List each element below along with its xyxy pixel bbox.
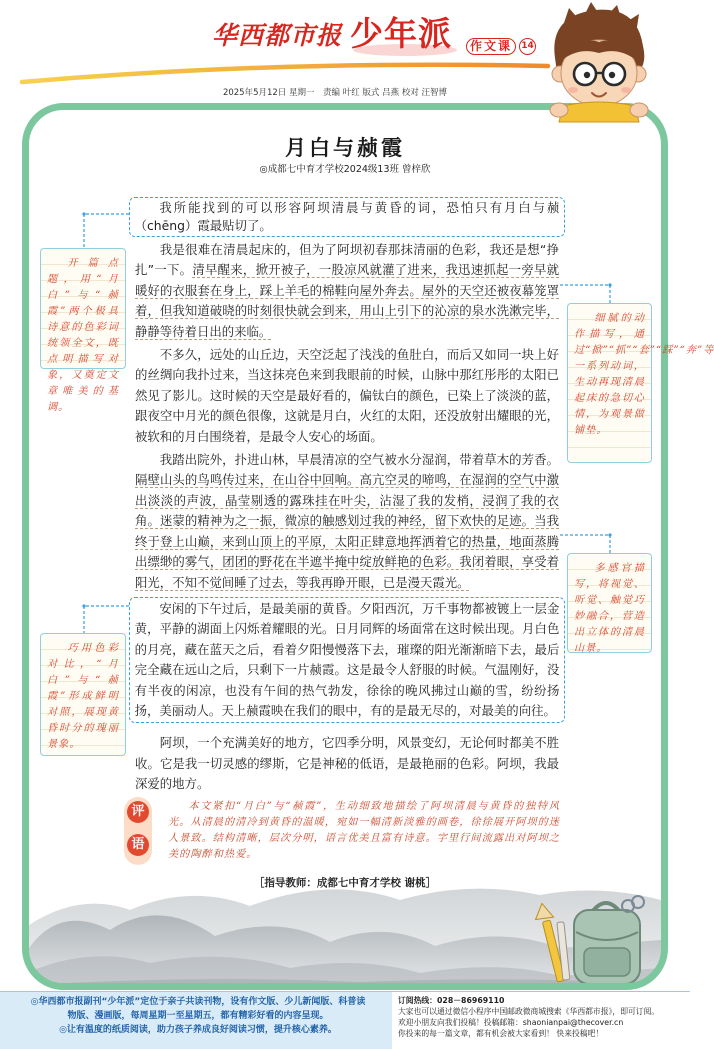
article-paragraph: 阿坝，一个充满美好的地方，它四季分明，风景变幻，无论何时都美不胜收。它是我一切灵感的缪斯，它是神秘的低语，是最艳丽的色彩。阿坝，我最深爱的地方。 — [135, 735, 559, 792]
annotation-text: 巧用色彩对比，“月白”与“赪霞”形成鲜明对照，展现黄昏时分的瑰丽景象。 — [47, 643, 119, 750]
article-title: 月白与赪霞 — [285, 135, 405, 160]
footer-contact-panel — [398, 995, 686, 1039]
annotation-note-actions — [567, 303, 714, 463]
page-footer — [0, 991, 690, 1050]
article-paragraph: 我所能找到的可以形容阿坝清晨与黄昏的词，恐怕只有月白与赪（chēng）霞最贴切了。 — [134, 200, 560, 233]
article-paragraph: 不多久，远处的山丘边，天空泛起了浅浅的鱼肚白，而后又如同一块上好的丝绸向我扑过来，当这抹亮色来到我眼前的时候，山脉中那红彤彤的太阳已然见了影儿。这时候的天空是最好看的，偏钛白的颜色，已染上了淡淡的蓝，跟夜空中月光的颜色很像，这就是月白，火红的太阳，还没放射出耀眼的光，被软和的月白围绕着，是最令人安心的场面。 — [135, 347, 559, 444]
review-box — [126, 797, 562, 865]
footer-intro: ◎华西都市报副刊“少年派”定位于亲子共读刊物，设有作文版、少儿新闻版、科普读物版、漫画版，每周星期一至星期五，都有精彩好看的内容呈现。 — [30, 997, 366, 1021]
article-paragraph: 安闲的下午过后，是最美丽的黄昏。夕阳西沉，万千事物都被镀上一层金黄，平静的湖面上闪烁着耀眼的光。日月同辉的场面常在这时候出现。月白色的月亮，藏在蓝天之后，看着夕阳慢慢落下去，璀璨的阳光渐渐暗下去，最后完全藏在远山之后，只剩下一片赪霞。这是最令人舒服的时候。气温刚好，没有半夜的闲凉，也没有午间的热气勃发，徐徐的晚风拂过山巅的雪，纷纷扬扬，美丽动人。天上赪霞映在我们的眼中，有的是最无尽的，对最美的向往。 — [134, 600, 560, 718]
supplement-logo: 少年派 — [350, 14, 452, 53]
paper-logo: 华西都市报 — [212, 21, 343, 50]
review-label-char: 语 — [127, 834, 149, 856]
opening-paragraph-box — [129, 197, 565, 237]
paragraph-text: 我踏出院外，扑进山林，早晨清凉的空气被水分湿润，带着草木的芳香。 — [159, 452, 559, 468]
review-text: 本文紧扣“月白”与“赪霞”，生动细致地描绘了阿坝清晨与黄昏的独特风光。从清晨的清冷到黄昏的温暖，宛如一幅清新淡雅的画卷，徐徐展开阿坝的迷人景致。结构清晰，层次分明，语言优美且富有诗意。字里行间流露出对阿坝之美的陶醉和热爱。 — [168, 801, 560, 860]
article-byline: ◎成都七中育才学校2024级13班 曾梓欣 — [259, 164, 431, 175]
submission-encouragement: 你投来的每一篇文章，都有机会被大家看到！ 快来投稿吧！ — [398, 1029, 604, 1038]
subscription-hotline: 订阅热线：028－86969110 — [398, 996, 505, 1005]
issue-number-badge: 14 — [519, 38, 536, 55]
article-paragraph — [135, 240, 559, 342]
section-tag — [466, 38, 536, 55]
annotation-text: 细腻的动作描写，通过“掀”“抓”“套”“踩”“奔”等一系列动词，生动再现清晨起床的急切心情，为观景做铺垫。 — [574, 313, 714, 436]
underlined-text: 清早醒来，掀开被子，一股凉风就灌了进来，我迅速抓起一旁早就暖好的衣服套在身上，踩上羊毛的棉鞋向屋外奔去。屋外的天空还被夜幕笼罩着，但我知道破晓的时刻很快就会到来，用山上引下的沁凉的泉水洗漱完毕，静静等待着日出的来临。 — [135, 262, 560, 339]
subscription-note: 大家也可以通过微信小程序中国邮政微商城搜索《华西都市报》，即可订阅。 — [398, 1007, 660, 1016]
article-body — [135, 197, 559, 795]
paragraph-text: 我是很难在清晨起床的，但为了阿坝初春那抹清丽的色彩，我还是想“挣扎”一下。 — [135, 242, 559, 278]
footer-slogan: ◎让有温度的纸质阅读，助力孩子养成良好阅读习惯，提升核心素养。 — [59, 1025, 337, 1035]
footer-intro-panel — [0, 992, 392, 1049]
submission-email: 欢迎小朋友向我们投稿！投稿邮箱：shaonianpai@thecover.cn — [398, 1018, 624, 1027]
instructor-credit: ［指导教师：成都七中育才学校 谢桃］ — [253, 877, 437, 889]
boy-cartoon-illustration — [535, 0, 660, 122]
annotation-text: 多感官描写，将视觉、听觉、触觉巧妙融合，营造出立体的清晨山景。 — [574, 563, 645, 654]
annotation-note-senses — [567, 553, 652, 653]
article-paragraph — [135, 450, 559, 593]
annotation-note-opening — [40, 248, 126, 413]
review-label — [124, 797, 152, 865]
annotation-text: 开篇点题，用“月白”与“赪霞”两个极具诗意的色彩词统领全文，既点明描写对象，又奠定文章唯美的基调。 — [47, 258, 119, 413]
annotation-note-contrast — [40, 633, 126, 756]
dusk-paragraph-box — [129, 597, 565, 723]
underlined-text: 隔壁山头的鸟鸣传过来，在山谷中回响。高亢空灵的啼鸣，在湿润的空气中激出淡淡的声波，晶莹剔透的露珠挂在叶尖，沾湿了我的发梢，浸润了我的衣角。迷蒙的精神为之一振，微凉的触感划过我的神经，留下欢快的足迹。当我终于登上山巅，来到山顶上的平原，太阳正肆意地挥洒着它的热量，地面蒸腾出缥缈的雾气，团团的野花在半遮半掩中绽放鲜艳的色彩。我闭着眼，享受着阳光，不知不觉间睡了过去，等我再睁开眼，已是漫天霞光。 — [135, 472, 559, 590]
dateline: 2025年5月12日 星期一 责编 叶红 版式 吕燕 校对 汪智博 — [222, 88, 448, 98]
review-label-char: 评 — [127, 801, 149, 823]
section-name: 作文课 — [466, 38, 516, 55]
